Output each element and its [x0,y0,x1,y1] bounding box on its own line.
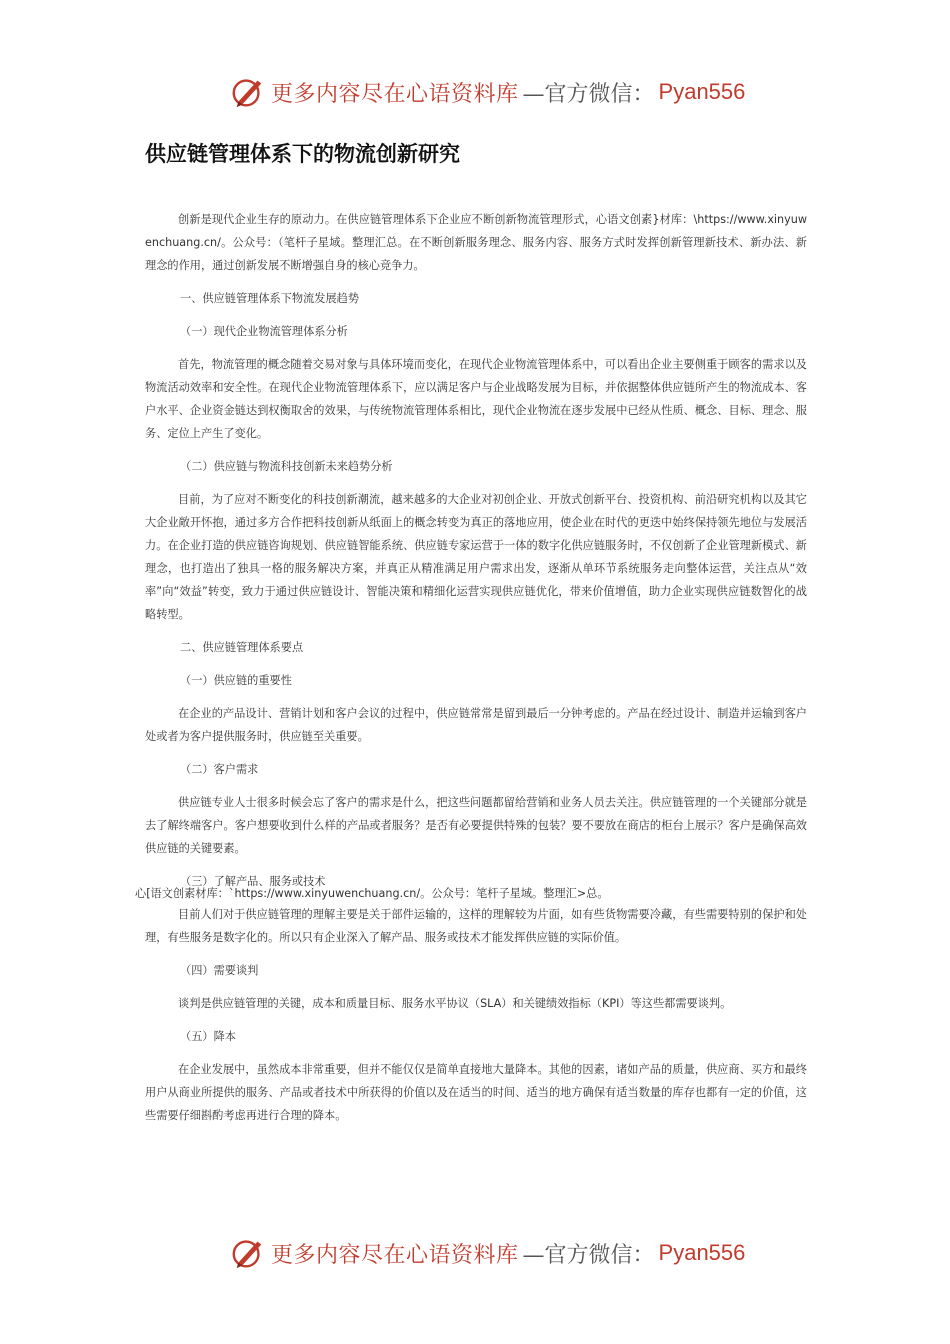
section-heading: （一）现代企业物流管理体系分析 [180,325,348,338]
page-title: 供应链管理体系下的物流创新研究 [145,142,460,166]
section-heading: 二、供应链管理体系要点 [180,641,304,654]
body-paragraph: 供应链专业人士很多时候会忘了客户的需求是什么，把这些问题都留给营销和业务人员去关注。供应链管理的一个关键部分就是去了解终端客户。客户想要收到什么样的产品或者服务？是否有必要提供特殊的包装？要不要放在商店的柜台上展示？客户是确保高效供应链的关键要素。 [145,796,807,855]
body-paragraph: 创新是现代企业生存的原动力。在供应链管理体系下企业应不断创新物流管理形式，心语文创素}材库：\https://www.xinyuwenchuang.cn/。公众号：（笔杆子星域。整理汇总。在不断创新服务理念、服务内容、服务方式时发挥创新管理新技术、新办法、新理念的作用，通过创新发展不断增强自身的核心竞争力。 [145,213,807,272]
watermark-overlay-text: 心[语文创素材库：`https://www.xinyuwenchuang.cn/。公众号：笔杆子星域。整理汇>总。 [135,887,609,900]
section-heading: （三）了解产品、服务或技术 [180,875,326,888]
section-heading: （五）降本 [180,1030,236,1043]
pen-logo-icon [229,1234,267,1272]
footer-banner [229,1233,745,1273]
body-paragraph: 目前人们对于供应链管理的理解主要是关于部件运输的，这样的理解较为片面，如有些货物需要冷藏，有些需要特别的保护和处理，有些服务是数字化的。所以只有企业深入了解产品、服务或技术才能发挥供应链的实际价值。 [145,908,807,944]
body-paragraph: 在企业发展中，虽然成本非常重要，但并不能仅仅是简单直接地大量降本。其他的因素，诸如产品的质量，供应商、买方和最终用户从商业所提供的服务、产品或者技术中所获得的价值以及在适当的时间、适当的地方确保有适当数量的库存也都有一定的价值，这些需要仔细斟酌考虑再进行合理的降本。 [145,1063,807,1122]
header-banner [229,72,745,112]
banner-separator: —官方微信： [522,81,655,107]
banner-separator: —官方微信： [522,1242,655,1268]
section-heading: （一）供应链的重要性 [180,674,292,687]
section-heading: （二）供应链与物流科技创新未来趋势分析 [180,460,393,473]
banner-text: 更多内容尽在心语资料库 [271,1242,519,1268]
body-paragraph: 在企业的产品设计、营销计划和客户会议的过程中，供应链常常是留到最后一分钟考虑的。产品在经过设计、制造并运输到客户处或者为客户提供服务时，供应链至关重要。 [145,707,807,743]
banner-account: Pyan556 [658,1240,746,1265]
pen-logo-icon [229,73,267,111]
section-heading: （二）客户需求 [180,763,259,776]
document-body [145,208,807,1137]
section-heading: （四）需要谈判 [180,964,259,977]
body-paragraph: 谈判是供应链管理的关键，成本和质量目标、服务水平协议（SLA）和关键绩效指标（KPI）等这些都需要谈判。 [178,997,732,1010]
banner-account: Pyan556 [658,79,746,104]
body-paragraph: 目前，为了应对不断变化的科技创新潮流，越来越多的大企业对初创企业、开放式创新平台、投资机构、前沿研究机构以及其它大企业敞开怀抱，通过多方合作把科技创新从纸面上的概念转变为真正的落地应用，使企业在时代的更迭中始终保持领先地位与发展活力。在企业打造的供应链咨询规划、供应链智能系统、供应链专家运营于一体的数字化供应链服务时，不仅创新了企业管理新模式、新理念，也打造出了独具一格的服务解决方案，并真正从精准满足用户需求出发，逐渐从单环节系统服务走向整体运营，关注点从“效率”向“效益”转变，致力于通过供应链设计、智能决策和精细化运营实现供应链优化，带来价值增值，助力企业实现供应链数智化的战略转型。 [145,493,807,621]
body-paragraph: 首先，物流管理的概念随着交易对象与具体环境而变化，在现代企业物流管理体系中，可以看出企业主要侧重于顾客的需求以及物流活动效率和安全性。在现代企业物流管理体系下，应以满足客户与企业战略发展为目标，并依据整体供应链所产生的物流成本、客户水平、企业资金链达到权衡取舍的效果，与传统物流管理体系相比，现代企业物流在逐步发展中已经从性质、概念、目标、理念、服务、定位上产生了变化。 [145,358,807,440]
banner-text: 更多内容尽在心语资料库 [271,81,519,107]
section-heading: 一、供应链管理体系下物流发展趋势 [180,292,360,305]
